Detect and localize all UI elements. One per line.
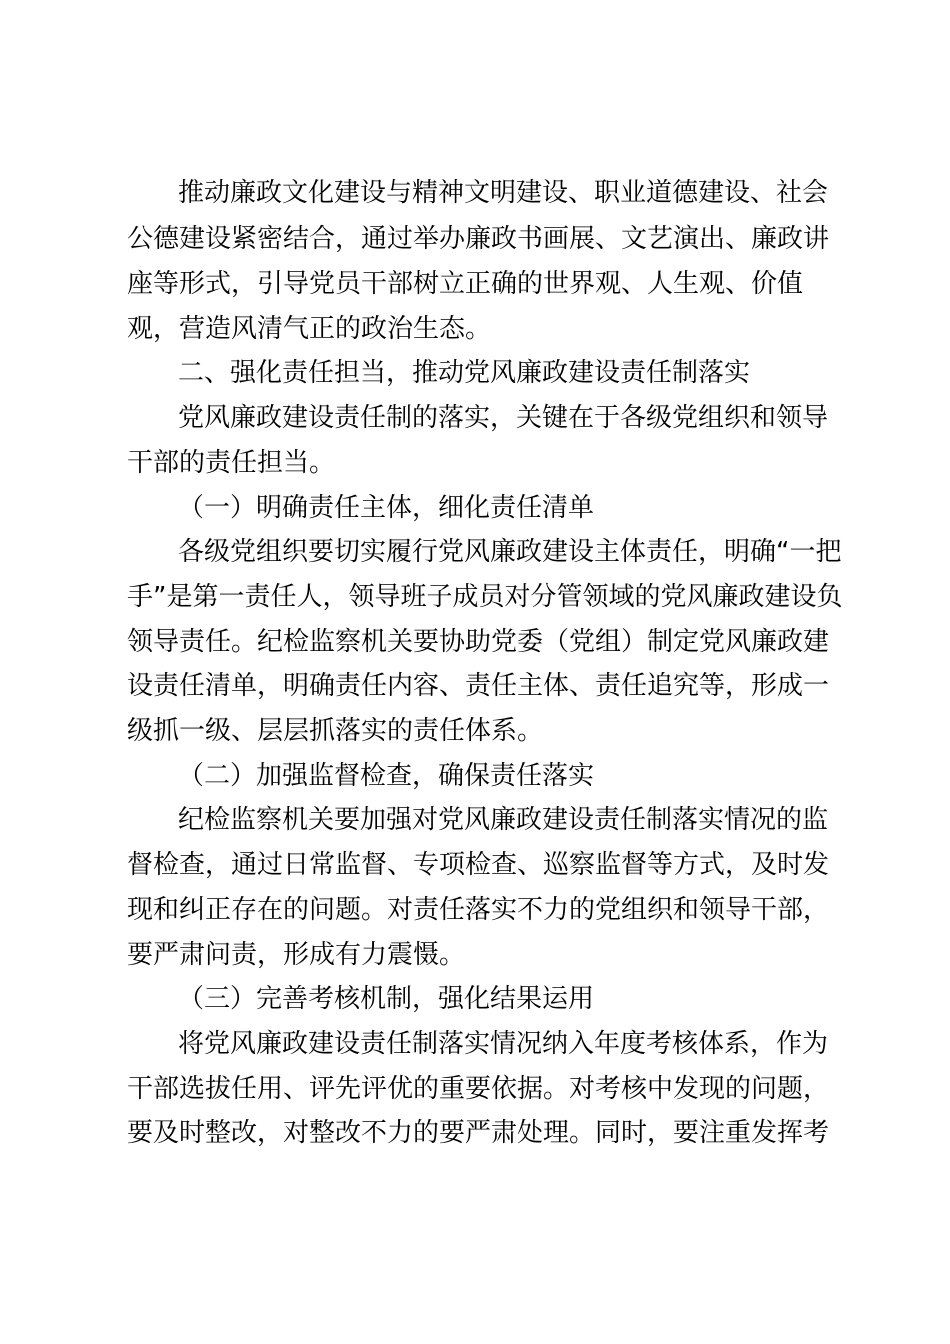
subsection-heading: （三）完善考核机制，强化结果运用 bbox=[178, 984, 595, 1014]
section-heading: 二、强化责任担当，推动党风廉政建设责任制落实 bbox=[178, 358, 751, 388]
paragraph-line: 要及时整改，对整改不力的要严肃处理。同时，要注重发挥考 bbox=[127, 1118, 830, 1148]
paragraph-line: 现和纠正存在的问题。对责任落实不力的党组织和领导干部， bbox=[127, 895, 830, 925]
paragraph-line: 干部的责任担当。 bbox=[127, 448, 336, 478]
paragraph-line: 座等形式，引导党员干部树立正确的世界观、人生观、价值 bbox=[127, 269, 804, 299]
paragraph-line: 设责任清单，明确责任内容、责任主体、责任追究等，形成一 bbox=[127, 671, 830, 701]
subsection-heading: （一）明确责任主体，细化责任清单 bbox=[178, 493, 595, 523]
paragraph-line: 要严肃问责，形成有力震慑。 bbox=[127, 940, 466, 970]
paragraph-line: 各级党组织要切实履行党风廉政建设主体责任，明确“一把 bbox=[178, 537, 842, 567]
subsection-heading: （二）加强监督检查，确保责任落实 bbox=[178, 761, 595, 791]
paragraph-line: 领导责任。纪检监察机关要协助党委（党组）制定党风廉政建 bbox=[127, 627, 830, 657]
paragraph-line: 推动廉政文化建设与精神文明建设、职业道德建设、社会 bbox=[178, 178, 829, 208]
paragraph-line: 纪检监察机关要加强对党风廉政建设责任制落实情况的监 bbox=[178, 805, 829, 835]
paragraph-line: 级抓一级、层层抓落实的责任体系。 bbox=[127, 716, 544, 746]
paragraph-line: 督检查，通过日常监督、专项检查、巡察监督等方式，及时发 bbox=[127, 850, 830, 880]
paragraph-line: 干部选拔任用、评先评优的重要依据。对考核中发现的问题， bbox=[127, 1074, 830, 1104]
paragraph-line: 党风廉政建设责任制的落实，关键在于各级党组织和领导 bbox=[178, 403, 829, 433]
paragraph-line: 手”是第一责任人，领导班子成员对分管领域的党风廉政建设负 bbox=[127, 582, 843, 612]
paragraph-line: 公德建设紧密结合，通过举办廉政书画展、文艺演出、廉政讲 bbox=[127, 224, 830, 254]
paragraph-line: 观，营造风清气正的政治生态。 bbox=[127, 314, 492, 344]
paragraph-line: 将党风廉政建设责任制落实情况纳入年度考核体系，作为 bbox=[178, 1029, 829, 1059]
